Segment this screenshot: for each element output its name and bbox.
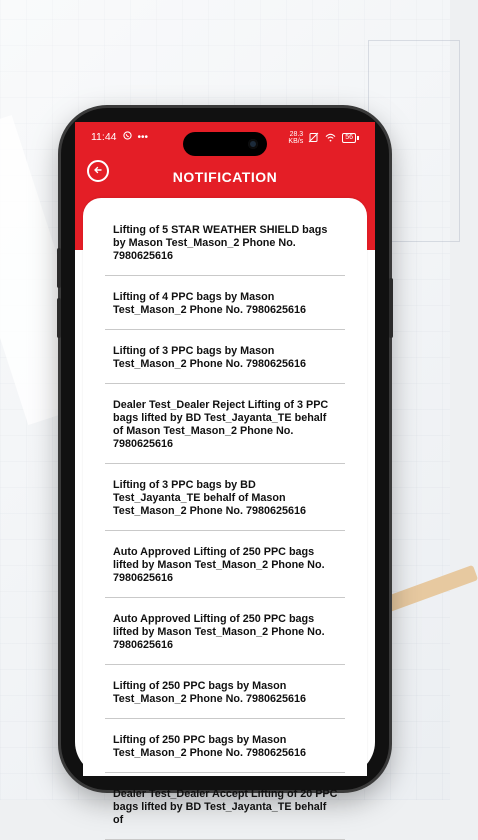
volume-up-button	[57, 248, 61, 288]
power-button	[389, 278, 393, 338]
notification-item[interactable]: Auto Approved Lifting of 250 PPC bags lifted by Mason Test_Mason_2 Phone No. 7980625616	[105, 598, 345, 665]
battery-icon	[342, 133, 359, 143]
status-bar	[75, 122, 375, 152]
notification-item[interactable]: Lifting of 3 PPC bags by BD Test_Jayanta_TE behalf of Mason Test_Mason_2 Phone No. 7980625616	[105, 464, 345, 531]
phone-screen	[75, 122, 375, 826]
no-sim-icon	[309, 133, 319, 144]
page-title: NOTIFICATION	[172, 169, 278, 185]
notification-list[interactable]	[83, 208, 367, 840]
notification-item[interactable]: Lifting of 4 PPC bags by Mason Test_Mason_2 Phone No. 7980625616	[105, 276, 345, 330]
volume-down-button	[57, 298, 61, 338]
notification-item[interactable]: Lifting of 5 STAR WEATHER SHIELD bags by Mason Test_Mason_2 Phone No. 7980625616	[105, 208, 345, 276]
whatsapp-icon	[123, 131, 132, 143]
notification-item[interactable]: Lifting of 250 PPC bags by Mason Test_Mason_2 Phone No. 7980625616	[105, 719, 345, 773]
camera-icon	[248, 139, 258, 149]
notification-item[interactable]: Dealer Test_Dealer Accept Lifting of 20 PPC bags lifted by BD Test_Jayanta_TE behalf of	[105, 773, 345, 840]
notification-card[interactable]	[83, 198, 367, 826]
phone-frame	[61, 108, 389, 826]
app-bar	[75, 152, 375, 192]
notification-item[interactable]: Lifting of 250 PPC bags by Mason Test_Mason_2 Phone No. 7980625616	[105, 665, 345, 719]
notification-item[interactable]: Lifting of 3 PPC bags by Mason Test_Mason_2 Phone No. 7980625616	[105, 330, 345, 384]
wifi-icon	[325, 133, 336, 144]
status-time: 11:44	[91, 131, 117, 143]
battery-level: 56	[342, 133, 356, 143]
notification-item[interactable]: Dealer Test_Dealer Reject Lifting of 3 PPC bags lifted by BD Test_Jayanta_TE behalf of Mason Test_Mason_2 Phone No. 7980625616	[105, 384, 345, 464]
network-speed: 28.3 KB/s	[288, 131, 304, 145]
notification-item[interactable]: Auto Approved Lifting of 250 PPC bags lifted by Mason Test_Mason_2 Phone No. 7980625616	[105, 531, 345, 598]
more-dots-icon: •••	[137, 131, 149, 143]
